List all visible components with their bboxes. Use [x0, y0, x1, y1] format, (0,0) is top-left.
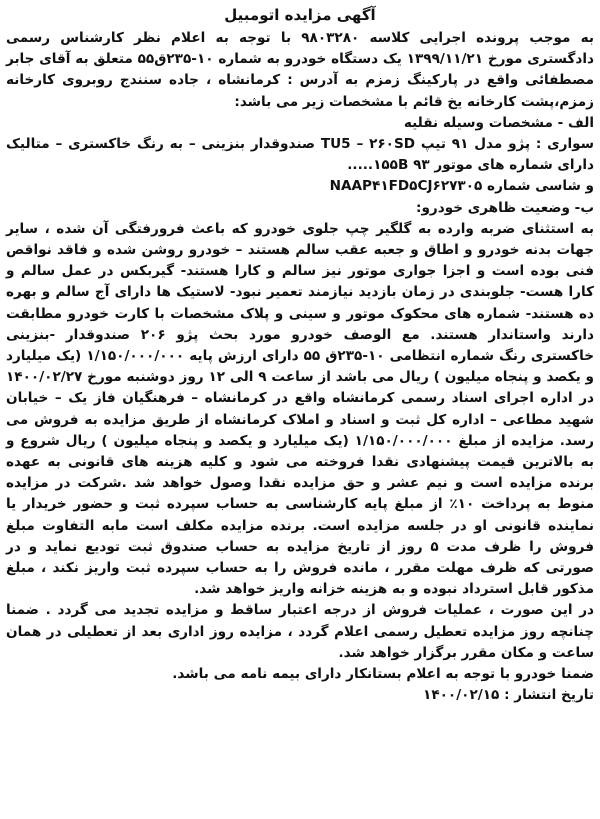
insurance-paragraph: ضمنا خودرو با توجه به اعلام بستانکار دارای بیمه نامه می باشد.: [172, 666, 594, 683]
section-a-body: سواری : پژو مدل ۹۱ تیپ TU5 – ۲۶۰SD صندوقدار بنزینی – به رنگ خاکستری – متالیک دارای شماره های موتور ۱۵۵B ۹۳.....: [6, 136, 595, 174]
chassis-number: و شاسی شماره NAAP۴۱FD۵CJ۶۲۷۳۰۵: [329, 178, 594, 195]
publish-date: تاریخ انتشار : ۱۴۰۰/۰۲/۱۵: [423, 687, 594, 704]
notice-title: آگهی مزایده اتومبیل: [224, 6, 376, 24]
intro-paragraph: به موجب پرونده اجرایی کلاسه ۹۸۰۳۲۸۰ با توجه به اعلام نظر کارشناس رسمی دادگستری مورخ ۱۳۹۹/۱۱/۲۱ یک دستگاه خودرو به شماره ۱۰-۲۳۵ق۵۵ متعلق به آقای جابر مصطفائی واقع در پارکینگ زمزم به آدرس : کرمانشاه ، جاده سنندج روبروی کارخانه زمزم،پشت کارخانه یخ قائم با مشخصات زیر می باشد:: [6, 30, 595, 110]
cancellation-paragraph: در این صورت ، عملیات فروش از درجه اعتبار ساقط و مزایده تجدید می گردد . ضمنا چنانچه روز مزایده تعطیل رسمی اعلام گردد ، مزایده روز اداری بعد از تعطیلی در همان ساعت و مکان مقرر برگزار خواهد شد.: [6, 602, 594, 661]
section-b-body: به استثنای ضربه وارده به گلگیر چپ جلوی خودرو که باعث فرورفتگی آن شده ، سایر جهات بدنه خودرو و اطاق و جعبه عقب سالم هستند – خودرو روشن شده و فاقد نواقص فنی بوده است و اجزا جواری موتور نیز سالم و کارا هستند- گیربکس در عمل سالم و کارا هست- جلوبندی در زمان بازدید نیازمند تعمیر نبود- لاستیک ها دارای آج سالم و بهره ده هستند- شماره های محکوک موتور و سینی و پلاک مشخصات با کارت خودرو مطابقت دارند واستاندار هستند. مع الوصف خودرو مورد بحث پژو ۲۰۶ صندوقدار -بنزینی خاکستری رنگ شماره انتظامی ۱۰-۲۳۵ق ۵۵ دارای ارزش پایه ۱/۱۵۰/۰۰۰/۰۰۰ (یک میلیارد و یکصد و پنجاه میلیون ) ریال می باشد از ساعت ۹ الی ۱۲ روز دوشنبه مورخ ۱۴۰۰/۰۲/۲۷ در اداره اجرای اسناد رسمی کرمانشاه واقع در کرمانشاه – فرهنگیان فاز یک – خیابان شهید مطاعی – اداره کل ثبت و اسناد و املاک کرمانشاه از طریق مزایده به فروش می رسد. مزایده از مبلغ ۱/۱۵۰/۰۰۰/۰۰۰ (یک میلیارد و یکصد و پنجاه میلیون ) ریال شروع و به بالاترین قیمت پیشنهادی نقدا فروخته می شود و کلیه هزینه های قانونی به عهده برنده مزایده است و نیم عشر و حق مزایده نقدا وصول خواهد شد .شرکت در مزایده منوط به پرداخت ۱۰٪ از مبلغ پایه کارشناسی به حساب سپرده ثبت و حضور خریدار یا نماینده قانونی او در جلسه مزایده است. برنده مزایده مکلف است مابه التفاوت مبلغ فروش را ظرف مدت ۵ روز از تاریخ مزایده به حساب صندوق ثبت تودیع نماید و در صورتی که ظرف مهلت مقرر ، مانده فروش را به حساب سپرده ثبت واریز نکند ، مبلغ مذکور قابل استرداد نبوده و به هزینه خزانه واریز خواهد شد.: [6, 220, 595, 598]
section-b-title: ب- وضعیت ظاهری خودرو:: [416, 199, 594, 216]
section-a-title: الف - مشخصات وسیله نقلیه: [403, 114, 594, 131]
